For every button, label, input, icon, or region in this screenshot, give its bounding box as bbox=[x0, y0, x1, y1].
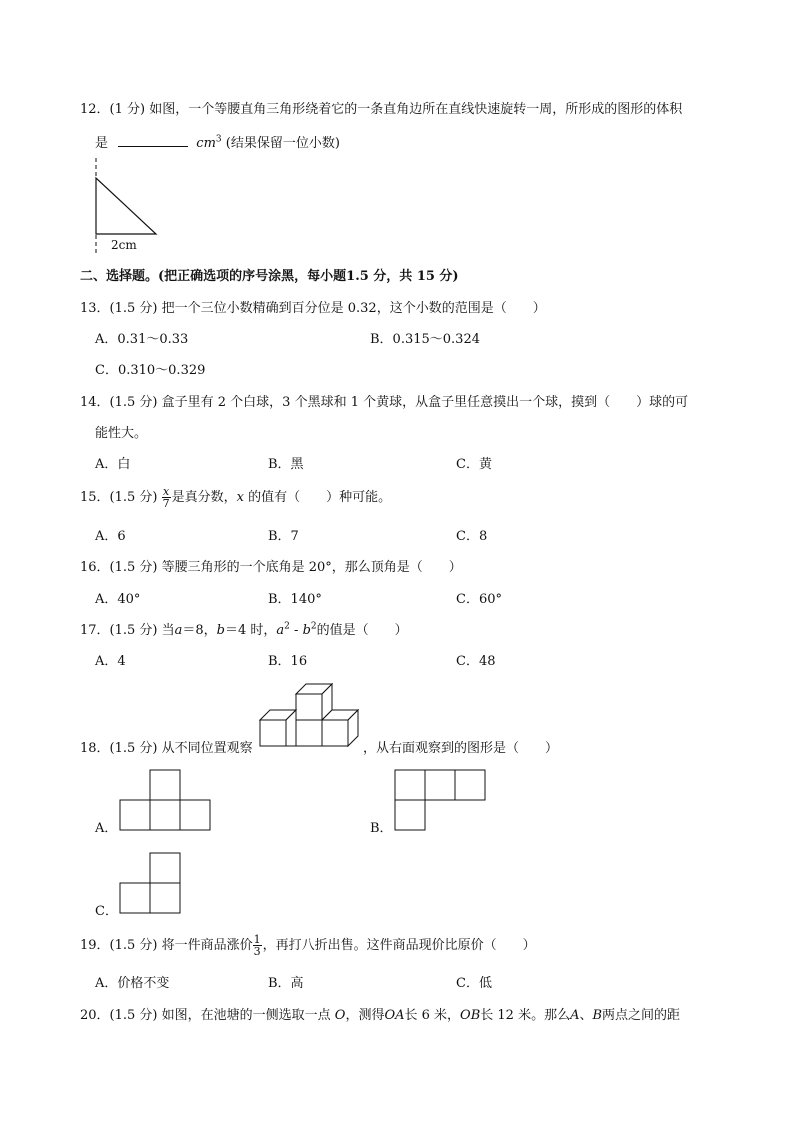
q16-option-c[interactable]: C．60° bbox=[456, 592, 502, 607]
q17-option-b[interactable]: B．16 bbox=[268, 654, 308, 669]
q17-var-b: b bbox=[216, 623, 225, 638]
q20-point-a: A bbox=[570, 1008, 580, 1023]
q17-option-a[interactable]: A．4 bbox=[95, 654, 126, 669]
q14-stem-line1: 14．(1.5 分) 盒子里有 2 个白球，3 个黑球和 1 个黄球，从盒子里任意摸出一个球，摸到（ ）球的可 bbox=[80, 395, 689, 410]
q12-answer-blank bbox=[118, 134, 188, 147]
q19-frac-den: 3 bbox=[253, 945, 261, 958]
q19-suffix: ，再打八折出售。这件商品现价比原价（ ） bbox=[262, 938, 536, 953]
q17-prefix: 17．(1.5 分) 当 bbox=[80, 623, 175, 638]
q17-expr-b: b bbox=[302, 623, 311, 638]
q12-line2 bbox=[95, 134, 340, 153]
q16-stem: 16．(1.5 分) 等腰三角形的一个底角是 20°，那么顶角是（ ） bbox=[80, 560, 462, 575]
q17-minus: - bbox=[289, 623, 303, 638]
q12-prefix: 是 bbox=[95, 136, 109, 151]
q18-stem-suffix: ，从右面观察到的图形是（ ） bbox=[363, 741, 559, 756]
q19-fraction bbox=[253, 934, 262, 957]
q19-frac-num: 1 bbox=[253, 933, 261, 946]
q17-exp2: 2 bbox=[310, 621, 317, 632]
q20-mid2: 长 6 米， bbox=[404, 1008, 461, 1023]
q15-prefix: 15．(1.5 分) bbox=[80, 490, 158, 505]
q12-figure-label: 2cm bbox=[111, 238, 137, 252]
q15-option-a[interactable]: A．6 bbox=[95, 529, 126, 544]
q15-var: x bbox=[236, 490, 244, 505]
q20-ob: OB bbox=[460, 1008, 481, 1023]
q20-sep: 、 bbox=[579, 1008, 593, 1023]
q16-option-b[interactable]: B．140° bbox=[268, 592, 322, 607]
q20-mid3: 长 12 米。那么 bbox=[480, 1008, 571, 1023]
q14-option-b[interactable]: B．黑 bbox=[268, 457, 304, 472]
q20-stem-line1 bbox=[80, 1007, 680, 1025]
q17-expr-a: a bbox=[276, 623, 285, 638]
q14-stem-line2: 能性大。 bbox=[95, 426, 148, 441]
q20-oa: OA bbox=[384, 1008, 405, 1023]
q13-option-b[interactable]: B．0.315～0.324 bbox=[370, 332, 480, 347]
q18-option-a-figure bbox=[120, 769, 212, 831]
q20-prefix: 20．(1.5 分) 如图，在池塘的一侧选取一点 bbox=[80, 1008, 331, 1023]
q18-option-a[interactable]: A． bbox=[95, 821, 118, 836]
q15-suffix: 的值有（ ）种可能。 bbox=[244, 490, 392, 505]
q17-stem bbox=[80, 622, 408, 640]
q15-option-b[interactable]: B．7 bbox=[268, 529, 299, 544]
q12-unit: cm bbox=[196, 136, 216, 151]
q20-suffix: 两点之间的距 bbox=[602, 1008, 681, 1023]
q19-option-a[interactable]: A．价格不变 bbox=[95, 976, 170, 991]
q18-cube-stack-figure bbox=[258, 682, 362, 748]
q12-line1: 12．(1 分) 如图，一个等腰直角三角形绕着它的一条直角边所在直线快速旋转一周，所形成的图形的体积 bbox=[80, 102, 683, 117]
q15-stem bbox=[80, 486, 391, 510]
q14-option-a[interactable]: A．白 bbox=[95, 457, 131, 472]
q13-option-a[interactable]: A．0.31～0.33 bbox=[95, 332, 189, 347]
q19-option-b[interactable]: B．高 bbox=[268, 976, 304, 991]
q18-option-c-figure bbox=[120, 852, 182, 914]
q20-mid1: ，测得 bbox=[345, 1008, 385, 1023]
q15-frac-den: 7 bbox=[162, 497, 170, 510]
q19-stem bbox=[80, 934, 536, 958]
q12-note: (结果保留一位小数) bbox=[225, 136, 340, 151]
q13-option-c[interactable]: C．0.310～0.329 bbox=[95, 363, 206, 378]
q12-unit-exp: 3 bbox=[215, 134, 222, 145]
section-2-title: 二、选择题。(把正确选项的序号涂黑，每小题1.5 分，共 15 分) bbox=[80, 269, 459, 284]
q14-option-c[interactable]: C．黄 bbox=[456, 457, 492, 472]
q19-prefix: 19．(1.5 分) 将一件商品涨价 bbox=[80, 938, 253, 953]
q20-point-o: O bbox=[334, 1008, 346, 1023]
q15-mid: 是真分数， bbox=[171, 490, 237, 505]
q18-option-b-figure bbox=[395, 769, 487, 831]
q17-option-c[interactable]: C．48 bbox=[456, 654, 496, 669]
q17-suffix: 的值是（ ） bbox=[316, 623, 408, 638]
q20-point-b: B bbox=[592, 1008, 603, 1023]
q15-option-c[interactable]: C．8 bbox=[456, 529, 488, 544]
q17-eq-b: ＝4 时， bbox=[225, 623, 277, 638]
q19-option-c[interactable]: C．低 bbox=[456, 976, 492, 991]
q13-stem: 13．(1.5 分) 把一个三位小数精确到百分位是 0.32，这个小数的范围是（ ） bbox=[80, 301, 546, 316]
q18-option-c[interactable]: C． bbox=[95, 904, 118, 919]
q18-option-b[interactable]: B． bbox=[370, 821, 393, 836]
q18-stem-prefix: 18．(1.5 分) 从不同位置观察 bbox=[80, 741, 253, 756]
q17-exp1: 2 bbox=[284, 621, 290, 632]
q16-option-a[interactable]: A．40° bbox=[95, 592, 141, 607]
q15-fraction bbox=[162, 486, 171, 509]
q17-var-a: a bbox=[174, 623, 183, 638]
q15-frac-num: x bbox=[163, 485, 170, 498]
q17-eq-a: ＝8， bbox=[182, 623, 217, 638]
